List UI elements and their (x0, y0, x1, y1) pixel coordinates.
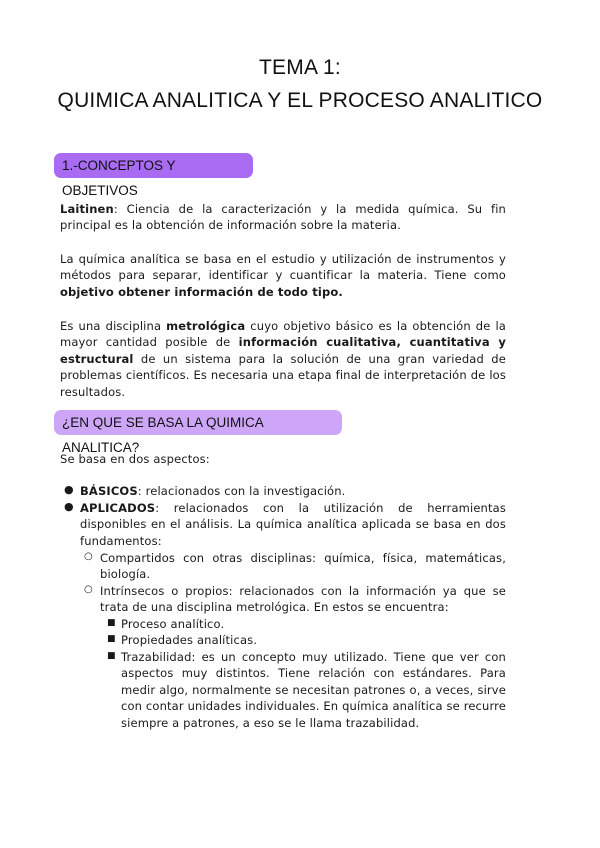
list-item-basicos (80, 483, 506, 499)
page-title-line1: TEMA 1: (259, 56, 341, 79)
bullet-dot-icon: ● (64, 483, 74, 496)
aplicados-text: : relacionados con la utilización de herramientas disponibles en el análisis. La química analítica aplicada se basa en dos fundamentos: (80, 501, 506, 548)
text-c: cuyo objetivo básico es la obtención de la mayor cantidad posible de (60, 319, 507, 350)
bullet-square-icon: ■ (107, 618, 116, 628)
bullet-dot-icon: ● (64, 500, 74, 513)
section-heading-conceptos: 1.-CONCEPTOS Y OBJETIVOS (54, 153, 253, 178)
text-a: Es una disciplina (60, 319, 167, 333)
bullet-circle-icon: ○ (84, 551, 93, 562)
term-informacion: información cualitativa, cuantitativa y estructural (60, 335, 506, 366)
term-laitinen: Laitinen (60, 202, 114, 216)
paragraph-metrologica (60, 318, 506, 400)
basicos-text: : relacionados con la investigación. (137, 484, 346, 498)
bullet-square-icon: ■ (107, 634, 116, 644)
page-title-line2: QUIMICA ANALITICA Y EL PROCESO ANALITICO (57, 89, 543, 112)
aplicados-label: APLICADOS (80, 501, 156, 515)
paragraph-dos-aspectos: Se basa en dos aspectos: (60, 452, 210, 466)
list-item-trazabilidad: Trazabilidad: es un concepto muy utilizado. Tiene que ver con aspectos muy distintos. Tiene relación con estándares. Para medir algo, normalmente se necesitan patrones o, a veces, sirve con contar unidades individuales. En química analítica se recurre siempre a patrones, a eso se le llama trazabilidad. (121, 650, 506, 730)
list-item-proceso-analitico: Proceso analítico. (121, 617, 225, 631)
list-item-intrinsecos: Intrínsecos o propios: relacionados con la información ya que se trata de una disciplina metrológica. En estos se encuentra: (100, 584, 506, 615)
basicos-label: BÁSICOS (80, 484, 138, 498)
section-heading-en-que-se-basa: ¿EN QUE SE BASA LA QUIMICA ANALITICA? (54, 410, 342, 435)
paragraph-laitinen (60, 201, 506, 234)
list-item-propiedades-analiticas: Propiedades analíticas. (121, 633, 258, 647)
list-item-compartidos: Compartidos con otras disciplinas: química, física, matemáticas, biología. (100, 551, 506, 582)
paragraph-text: La química analítica se basa en el estudio y utilización de instrumentos y métodos para separar, identificar y cuantificar la materia. Tiene como (60, 252, 506, 283)
list-item-aplicados (80, 500, 506, 549)
paragraph-quimica-analitica (60, 251, 506, 300)
text-e: de un sistema para la solución de una gran variedad de problemas científicos. Es necesaria una etapa final de interpretación de los resultados. (60, 351, 506, 399)
bullet-square-icon: ■ (107, 651, 116, 661)
laitinen-definition: : Ciencia de la caracterización y la medida química. Su fin principal es la obtención de información sobre la materia. (60, 202, 506, 233)
term-metrologica: metrológica (166, 319, 246, 333)
objective-highlight: objetivo obtener información de todo tipo. (60, 284, 343, 299)
bullet-circle-icon: ○ (84, 584, 93, 595)
